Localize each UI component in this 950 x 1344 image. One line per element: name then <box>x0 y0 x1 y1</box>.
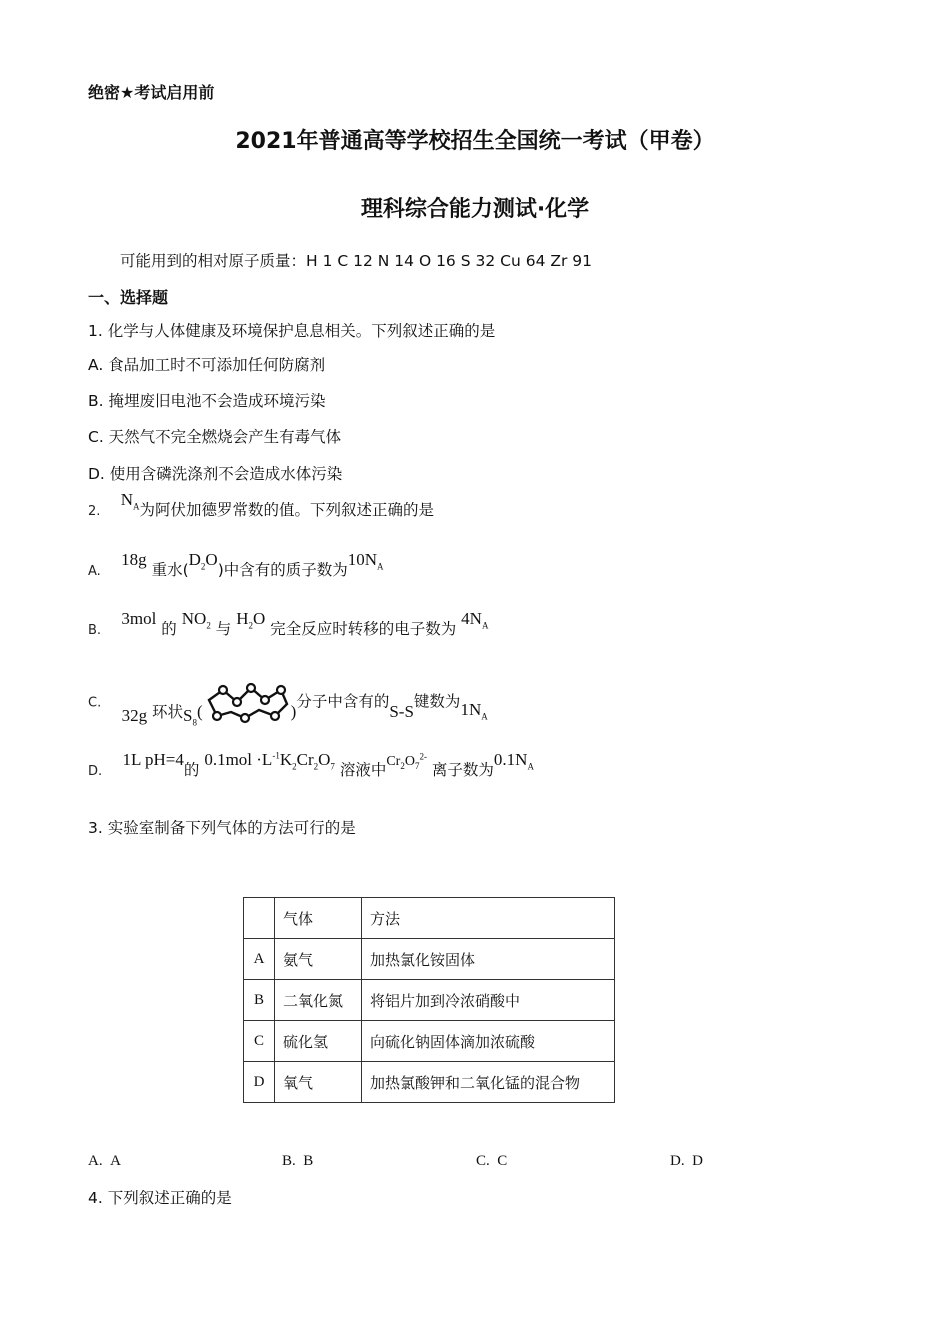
table-header-cell <box>244 898 275 939</box>
q2-option-c: C. 32g 环状$S_8$( )分子中含有的S-S键数为$1N_A$ <box>88 680 488 724</box>
q4-stem: 4. 下列叙述正确的是 <box>88 1189 232 1207</box>
q3-answer-d: D. D <box>670 1153 703 1169</box>
q1-option-a: A. 食品加工时不可添加任何防腐剂 <box>88 356 326 374</box>
na-symbol: $N_A$ <box>120 490 140 512</box>
table-row <box>244 1062 615 1103</box>
table-header-row <box>244 898 615 939</box>
s8-ring-structure <box>203 680 291 724</box>
q2-stem: 2. $N_A$为阿伏加德罗常数的值。下列叙述正确的是 <box>88 490 435 519</box>
q2-option-d: D. 1L pH=4的 $0.1mol \cdot L^{-1}K_2Cr_2O_7$ 溶液中$Cr_2O_7^{2-}$ 离子数为$0.1N_A$ <box>88 750 534 779</box>
exam-subtitle: 理科综合能力测试·化学 <box>360 197 590 222</box>
table-cell: 将铝片加到冷浓硝酸中 <box>362 980 615 1021</box>
table-cell: 二氧化氮 <box>275 980 362 1021</box>
q1-stem: 1. 化学与人体健康及环境保护息息相关。下列叙述正确的是 <box>88 322 496 340</box>
table-cell: 加热氯化铵固体 <box>362 939 615 980</box>
section-heading: 一、选择题 <box>88 288 169 307</box>
table-header-cell: 方法 <box>362 898 615 939</box>
table-cell: 硫化氢 <box>275 1021 362 1062</box>
table-cell: D <box>244 1062 275 1103</box>
atomic-mass-line: 可能用到的相对原子质量：H 1 C 12 N 14 O 16 S 32 Cu 64 Zr 91 <box>120 252 593 270</box>
table-row <box>244 1021 615 1062</box>
q3-answer-b: B. B <box>282 1153 314 1169</box>
q1-option-d: D. 使用含磷洗涤剂不会造成水体污染 <box>88 465 343 483</box>
q3-stem: 3. 实验室制备下列气体的方法可行的是 <box>88 819 356 837</box>
table-row <box>244 980 615 1021</box>
q2-number: 2. <box>88 504 101 519</box>
confidential-label: 绝密★考试启用前 <box>88 83 215 102</box>
table-header-cell: 气体 <box>275 898 362 939</box>
table-cell: 加热氯酸钾和二氧化锰的混合物 <box>362 1062 615 1103</box>
table-cell: A <box>244 939 275 980</box>
table-cell: 向硫化钠固体滴加浓硫酸 <box>362 1021 615 1062</box>
q1-option-c: C. 天然气不完全燃烧会产生有毒气体 <box>88 428 342 446</box>
q3-answer-a: A. A <box>88 1153 121 1169</box>
q2-option-a: A. 18g 重水$(D_2O)$中含有的质子数为$10N_A$ <box>88 550 384 579</box>
q3-answer-c: C. C <box>476 1153 508 1169</box>
table-cell: 氧气 <box>275 1062 362 1103</box>
gas-method-table <box>243 897 615 1103</box>
q1-option-b: B. 掩埋废旧电池不会造成环境污染 <box>88 392 326 410</box>
q2-option-b: B. 3mol 的 $NO_2$ 与 $H_2O$ 完全反应时转移的电子数为 $4N_A$ <box>88 609 489 638</box>
table-row <box>244 939 615 980</box>
table-cell: B <box>244 980 275 1021</box>
exam-title: 2021年普通高等学校招生全国统一考试（甲卷） <box>235 129 715 154</box>
table-cell: C <box>244 1021 275 1062</box>
table-cell: 氨气 <box>275 939 362 980</box>
